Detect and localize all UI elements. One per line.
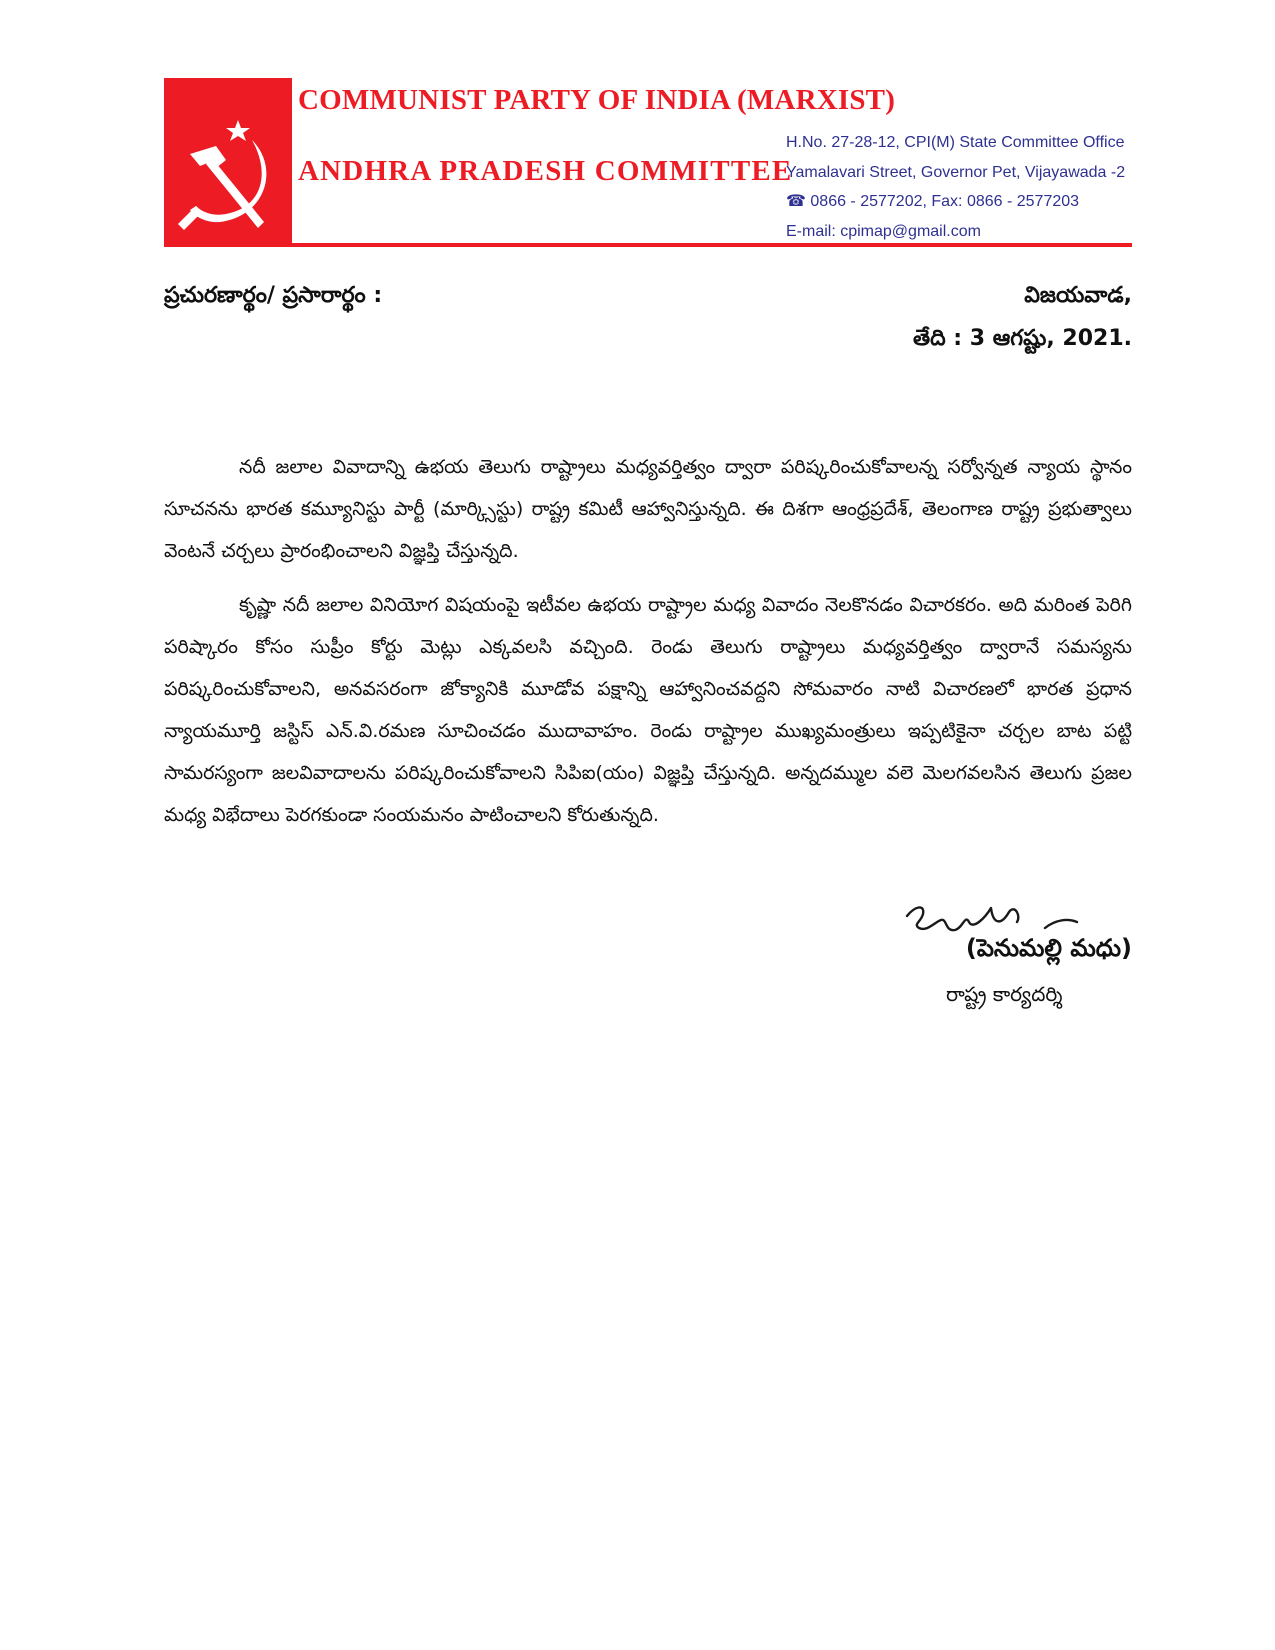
signatory-name: (పెనుమల్లి మధు) <box>965 934 1132 962</box>
phone-icon: ☎ <box>786 193 806 210</box>
place-label: విజయవాడ, <box>1024 283 1132 308</box>
header-divider <box>164 243 1132 247</box>
signatory-title: రాష్ట్ర కార్యదర్శి <box>946 982 1063 1006</box>
letter-body <box>164 446 1132 848</box>
phone-number: 0866 - 2577202, Fax: 0866 - 2577203 <box>810 193 1080 210</box>
hammer-sickle-star-icon <box>168 118 288 238</box>
phone-line <box>786 187 1166 217</box>
date-label: తేది : 3 ఆగష్టు, 2021. <box>912 326 1132 351</box>
body-paragraph-1: నదీ జలాల వివాదాన్ని ఉభయ తెలుగు రాష్ట్రాలు మధ్యవర్తిత్వం ద్వారా పరిష్కరించుకోవాలన్న సర్వోన్నత న్యాయ స్థానం సూచనను భారత కమ్యూనిస్టు పార్టీ (మార్క్సిస్టు) రాష్ట్ర కమిటీ ఆహ్వానిస్తున్నది. ఈ దిశగా ఆంధ్రప్రదేశ్, తెలంగాణ రాష్ట్ర ప్రభుత్వాలు వెంటనే చర్చలు ప్రారంభించాలని విజ్ఞప్తి చేస్తున్నది. <box>164 456 1132 562</box>
body-paragraph-2: కృష్ణా నదీ జలాల వినియోగ విషయంపై ఇటీవల ఉభయ రాష్ట్రాల మధ్య వివాదం నెలకొనడం విచారకరం. అది మరింత పెరిగి పరిష్కారం కోసం సుప్రీం కోర్టు మెట్లు ఎక్కవలసి వచ్చింది. రెండు తెలుగు రాష్ట్రాలు మధ్యవర్తిత్వం ద్వారానే సమస్యను పరిష్కరించుకోవాలని, అనవసరంగా జోక్యానికి మూడోవ పక్షాన్ని ఆహ్వానించవద్దని సోమవారం నాటి విచారణలో భారత ప్రధాన న్యాయమూర్తి జస్టిస్ ఎన్.వి.రమణ సూచించడం ముదావాహం. రెండు రాష్ట్రాల ముఖ్యమంత్రులు ఇప్పటికైనా చర్చల బాట పట్టి సామరస్యంగా జలవివాదాలను పరిష్కరించుకోవాలని సిపిఐ(యం) విజ్ఞప్తి చేస్తున్నది. అన్నదమ్ముల వలె మెలగవలసిన తెలుగు ప్రజల మధ్య విభేదాలు పెరగకుండా సంయమనం పాటించాలని కోరుతున్నది. <box>164 594 1132 826</box>
release-label: ప్రచురణార్థం/ ప్రసారార్థం : <box>164 283 383 308</box>
party-logo <box>164 78 292 244</box>
email-line: E-mail: cpimap@gmail.com <box>786 222 981 240</box>
address-line-1: H.No. 27-28-12, CPI(M) State Committee Office <box>786 134 1125 151</box>
org-name: COMMUNIST PARTY OF INDIA (MARXIST) <box>298 84 896 116</box>
letterhead-address <box>786 128 1166 246</box>
org-committee: ANDHRA PRADESH COMMITTEE <box>298 155 793 187</box>
address-line-2: Yamalavari Street, Governor Pet, Vijayawada -2 <box>786 163 1126 181</box>
